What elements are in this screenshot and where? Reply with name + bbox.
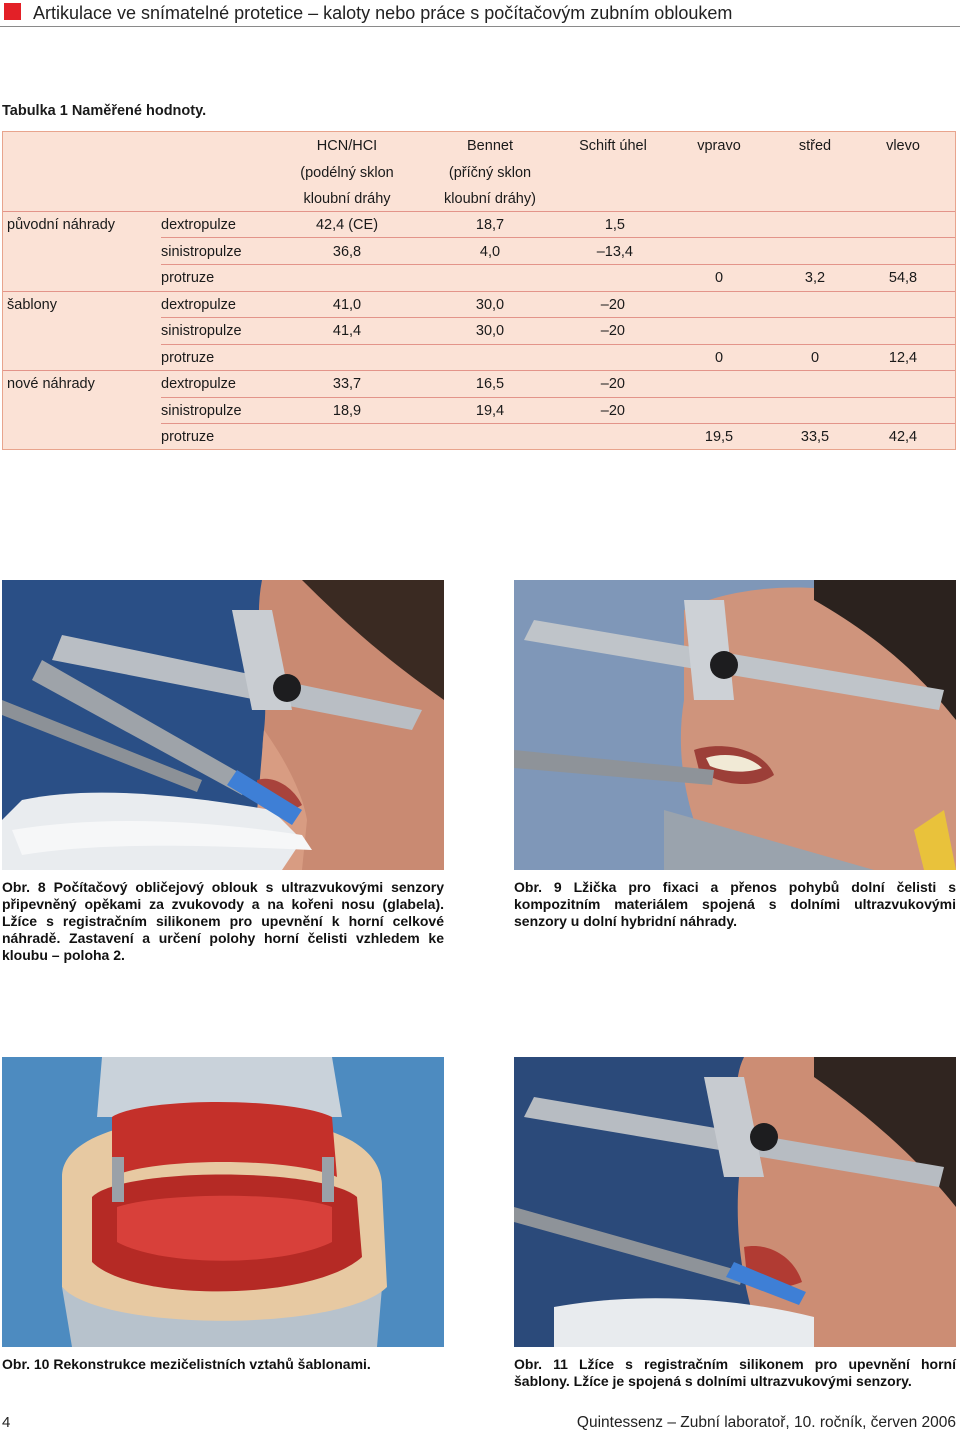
table-rule xyxy=(3,291,955,292)
cell-hcn: 41,0 xyxy=(332,297,362,313)
cell-stred: 0 xyxy=(810,350,820,366)
header-vlevo: vlevo xyxy=(886,138,920,154)
cell-schift: –20 xyxy=(600,403,625,419)
header-hcn-sub1: (podélný sklon xyxy=(300,165,394,181)
row-movement: dextropulze xyxy=(161,297,236,313)
header-rule xyxy=(0,26,960,27)
figure-9-caption: Obr. 9 Lžička pro fixaci a přenos pohybů dolní čelisti s kompozitním materiálem spojená s dolními ultrazvukovými senzory u dolní hybridní náhrady. xyxy=(514,879,956,929)
photo-face-bow-template xyxy=(514,1057,956,1347)
cell-schift: –20 xyxy=(600,376,625,392)
cell-schift: 1,5 xyxy=(604,217,625,233)
table-rule xyxy=(161,397,955,398)
table-rule xyxy=(161,264,955,265)
photo-face-bow-lower xyxy=(514,580,956,870)
cell-stred: 3,2 xyxy=(804,270,826,286)
photo-wax-templates xyxy=(2,1057,444,1347)
table-rule xyxy=(161,344,955,345)
row-movement: sinistropulze xyxy=(161,323,242,339)
header-schift: Schift úhel xyxy=(579,138,647,154)
table-rule xyxy=(3,211,955,212)
header-hcn: HCN/HCI xyxy=(316,138,378,154)
cell-bennet: 16,5 xyxy=(475,376,505,392)
table-rule xyxy=(161,237,955,238)
red-square-marker xyxy=(4,3,21,20)
header-stred: střed xyxy=(798,138,832,154)
cell-schift: –20 xyxy=(600,323,625,339)
figure-8-caption: Obr. 8 Počítačový obličejový oblouk s ultrazvukovými senzory připevněný opěkami za zvukovody a na kořeni nosu (glabela). Lžíce s registračním silikonem pro upevnění k horní celkové náhradě. Zastavení a určení polohy horní čelisti vzhledem ke kloubu – poloha 2. xyxy=(2,879,444,963)
header-hcn-sub2: kloubní dráhy xyxy=(303,191,391,207)
table-caption: Tabulka 1 Naměřené hodnoty. xyxy=(2,103,207,119)
group-label: původní náhrady xyxy=(7,217,116,233)
figure-11-caption: Obr. 11 Lžíce s registračním silikonem pro upevnění horní šablony. Lžíce je spojená s dolními ultrazvukovými senzory. xyxy=(514,1356,956,1389)
cell-bennet: 30,0 xyxy=(475,297,505,313)
page-number: 4 xyxy=(2,1414,11,1431)
photo-face-bow-upper xyxy=(2,580,444,870)
cell-bennet: 19,4 xyxy=(475,403,505,419)
header-vpravo: vpravo xyxy=(697,138,741,154)
journal-footer: Quintessenz – Zubní laboratoř, 10. ročník, červen 2006 xyxy=(576,1414,956,1431)
running-header-title: Artikulace ve snímatelné protetice – kaloty nebo práce s počítačovým zubním obloukem xyxy=(33,3,733,23)
table-rule xyxy=(3,370,955,371)
row-movement: sinistropulze xyxy=(161,403,242,419)
cell-vpravo: 0 xyxy=(714,270,724,286)
table-rule xyxy=(161,423,955,424)
cell-bennet: 18,7 xyxy=(475,217,505,233)
cell-hcn: 42,4 (CE) xyxy=(315,217,379,233)
header-bennet: Bennet xyxy=(467,138,513,154)
row-movement: protruze xyxy=(161,350,215,366)
figure-10-caption: Obr. 10 Rekonstrukce mezičelistních vztahů šablonami. xyxy=(2,1356,371,1372)
header-bennet-sub1: (příčný sklon xyxy=(448,165,532,181)
row-movement: dextropulze xyxy=(161,217,236,233)
group-label: šablony xyxy=(7,297,57,313)
cell-schift: –20 xyxy=(600,297,625,313)
group-label: nové náhrady xyxy=(7,376,95,392)
cell-hcn: 33,7 xyxy=(332,376,362,392)
cell-hcn: 41,4 xyxy=(332,323,362,339)
row-movement: dextropulze xyxy=(161,376,236,392)
running-header xyxy=(0,0,960,28)
cell-bennet: 30,0 xyxy=(475,323,505,339)
table-rule xyxy=(161,317,955,318)
cell-hcn: 36,8 xyxy=(332,244,362,260)
cell-vpravo: 19,5 xyxy=(704,429,734,445)
cell-hcn: 18,9 xyxy=(332,403,362,419)
cell-vlevo: 12,4 xyxy=(888,350,918,366)
row-movement: protruze xyxy=(161,429,215,445)
cell-vlevo: 42,4 xyxy=(888,429,918,445)
cell-vlevo: 54,8 xyxy=(888,270,918,286)
row-movement: sinistropulze xyxy=(161,244,242,260)
cell-bennet: 4,0 xyxy=(479,244,501,260)
cell-schift: –13,4 xyxy=(596,244,633,260)
header-bennet-sub2: kloubní dráhy) xyxy=(444,191,536,207)
cell-vpravo: 0 xyxy=(714,350,724,366)
row-movement: protruze xyxy=(161,270,215,286)
cell-stred: 33,5 xyxy=(800,429,830,445)
measurements-table xyxy=(2,131,956,450)
